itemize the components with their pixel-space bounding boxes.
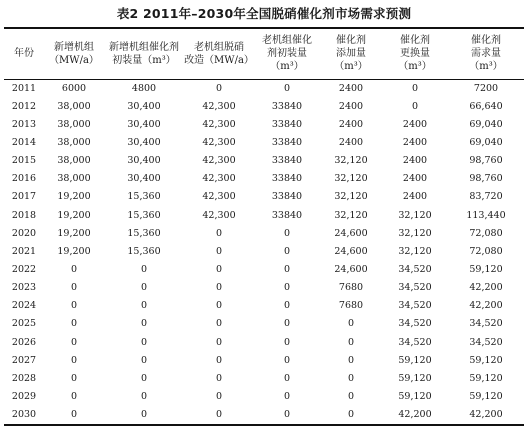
column-header xyxy=(448,28,524,79)
table-cell: 32,120 xyxy=(398,227,432,239)
table-cell: 0 xyxy=(215,390,223,402)
year-cell: 2023 xyxy=(11,282,37,294)
table-cell: 30,400 xyxy=(127,100,161,112)
table-cell: 0 xyxy=(140,354,148,366)
table-cell: 24,600 xyxy=(334,263,368,275)
table-cell: 98,760 xyxy=(469,173,503,185)
table-cell: 15,360 xyxy=(127,245,161,257)
table-body xyxy=(4,79,524,424)
column-header-line: 需求量 xyxy=(471,48,501,59)
table-cell: 33840 xyxy=(271,118,303,130)
table-cell: 2400 xyxy=(338,118,364,130)
table-cell: 2400 xyxy=(338,100,364,112)
column-header xyxy=(254,28,320,79)
table-cell: 24,600 xyxy=(334,245,368,257)
table-cell: 59,120 xyxy=(398,354,432,366)
column-header xyxy=(104,28,184,79)
table-row xyxy=(4,242,524,260)
column-header-line: （m³） xyxy=(398,61,432,72)
table-cell: 32,120 xyxy=(334,191,368,203)
table-cell: 32,120 xyxy=(398,209,432,221)
table-cell: 15,360 xyxy=(127,191,161,203)
column-header-line: 催化剂 xyxy=(400,35,430,46)
table-cell: 0 xyxy=(283,263,291,275)
table-cell: 0 xyxy=(283,354,291,366)
table-cell: 34,520 xyxy=(398,336,432,348)
table-cell: 33840 xyxy=(271,173,303,185)
table-cell: 83,720 xyxy=(469,191,503,203)
table-cell: 2400 xyxy=(402,136,428,148)
table-cell: 0 xyxy=(283,282,291,294)
table-row xyxy=(4,97,524,115)
column-header-line: 老机组脱硝 xyxy=(194,41,244,53)
table-cell: 7680 xyxy=(338,282,364,294)
table-cell: 0 xyxy=(215,354,223,366)
table-cell: 0 xyxy=(283,245,291,257)
column-header-line: 改造（MW/a） xyxy=(184,54,254,66)
table-cell: 0 xyxy=(215,300,223,312)
column-header-line: 催化剂 xyxy=(336,35,366,46)
table-cell: 15,360 xyxy=(127,227,161,239)
table-cell: 42,300 xyxy=(202,173,236,185)
table-cell: 30,400 xyxy=(127,155,161,167)
year-cell: 2022 xyxy=(11,263,37,275)
table-cell: 32,120 xyxy=(334,155,368,167)
table-cell: 0 xyxy=(215,263,223,275)
year-cell: 2024 xyxy=(11,300,37,312)
table-cell: 42,300 xyxy=(202,100,236,112)
table-cell: 0 xyxy=(140,372,148,384)
table-cell: 59,120 xyxy=(398,372,432,384)
table-cell: 0 xyxy=(347,336,355,348)
table-cell: 59,120 xyxy=(469,354,503,366)
table-cell: 34,520 xyxy=(398,300,432,312)
table-cell: 34,520 xyxy=(398,318,432,330)
table-cell: 4800 xyxy=(131,82,157,94)
table-cell: 0 xyxy=(283,82,291,94)
table-cell: 0 xyxy=(347,372,355,384)
table-cell: 42,200 xyxy=(469,409,503,421)
column-header xyxy=(4,28,44,79)
table-cell: 0 xyxy=(70,336,78,348)
column-header-line: 剂初装量 xyxy=(267,48,307,59)
table-cell: 33840 xyxy=(271,155,303,167)
year-cell: 2027 xyxy=(11,354,37,366)
table-cell: 38,000 xyxy=(57,136,91,148)
table-cell: 15,360 xyxy=(127,209,161,221)
table-cell: 0 xyxy=(215,282,223,294)
table-cell: 0 xyxy=(70,282,78,294)
year-cell: 2013 xyxy=(11,118,37,130)
column-header-line: 老机组催化 xyxy=(262,35,312,46)
table-cell: 0 xyxy=(70,300,78,312)
year-cell: 2025 xyxy=(11,318,37,330)
year-cell: 2020 xyxy=(11,227,37,239)
table-cell: 7680 xyxy=(338,300,364,312)
column-header-line: 新增机组催化剂 xyxy=(109,41,179,53)
table-row xyxy=(4,351,524,369)
table-row xyxy=(4,115,524,133)
table-cell: 0 xyxy=(411,100,419,112)
table-cell: 0 xyxy=(70,354,78,366)
table-row xyxy=(4,224,524,242)
table-cell: 34,520 xyxy=(469,336,503,348)
table-cell: 19,200 xyxy=(57,209,91,221)
table-cell: 7200 xyxy=(473,82,499,94)
column-header-line: （m³） xyxy=(469,61,503,72)
column-header-line: （MW/a） xyxy=(49,54,99,66)
table-cell: 0 xyxy=(347,409,355,421)
table-cell: 0 xyxy=(140,282,148,294)
table-cell: 32,120 xyxy=(398,245,432,257)
table-cell: 0 xyxy=(283,336,291,348)
table-cell: 0 xyxy=(215,318,223,330)
table-header-row xyxy=(4,28,524,79)
column-header-line: 催化剂 xyxy=(471,35,501,46)
table-row xyxy=(4,333,524,351)
table-row xyxy=(4,170,524,188)
table-cell: 0 xyxy=(70,318,78,330)
year-cell: 2018 xyxy=(11,209,37,221)
table-cell: 0 xyxy=(215,409,223,421)
table-row xyxy=(4,188,524,206)
table-cell: 42,300 xyxy=(202,209,236,221)
table-row xyxy=(4,297,524,315)
table-cell: 69,040 xyxy=(469,136,503,148)
column-header xyxy=(382,28,448,79)
column-header-line: 新增机组 xyxy=(54,41,94,53)
table-cell: 0 xyxy=(140,336,148,348)
table-cell: 33840 xyxy=(271,100,303,112)
table-cell: 0 xyxy=(215,227,223,239)
table-cell: 2400 xyxy=(338,82,364,94)
table-row xyxy=(4,369,524,387)
table-row xyxy=(4,206,524,224)
forecast-table xyxy=(4,28,524,424)
table-cell: 59,120 xyxy=(469,263,503,275)
table-cell: 38,000 xyxy=(57,173,91,185)
year-cell: 2029 xyxy=(11,390,37,402)
table-cell: 30,400 xyxy=(127,118,161,130)
table-cell: 42,300 xyxy=(202,118,236,130)
table-cell: 42,200 xyxy=(398,409,432,421)
table-cell: 0 xyxy=(283,409,291,421)
table-cell: 42,300 xyxy=(202,155,236,167)
bottom-rule xyxy=(4,424,524,426)
year-cell: 2012 xyxy=(11,100,37,112)
table-cell: 30,400 xyxy=(127,136,161,148)
table-cell: 0 xyxy=(347,354,355,366)
table-cell: 0 xyxy=(347,318,355,330)
table-cell: 34,520 xyxy=(398,263,432,275)
table-cell: 0 xyxy=(411,82,419,94)
table-cell: 42,300 xyxy=(202,136,236,148)
table-row xyxy=(4,79,524,97)
table-cell: 2400 xyxy=(402,155,428,167)
table-cell: 0 xyxy=(215,372,223,384)
table-cell: 32,120 xyxy=(334,173,368,185)
table-row xyxy=(4,315,524,333)
table-cell: 42,300 xyxy=(202,191,236,203)
table-cell: 6000 xyxy=(61,82,87,94)
table-cell: 24,600 xyxy=(334,227,368,239)
table-cell: 0 xyxy=(215,336,223,348)
table-cell: 0 xyxy=(347,390,355,402)
year-cell: 2014 xyxy=(11,136,37,148)
column-header-line: 更换量 xyxy=(400,48,430,59)
table-cell: 38,000 xyxy=(57,155,91,167)
year-cell: 2016 xyxy=(11,173,37,185)
table-cell: 19,200 xyxy=(57,245,91,257)
year-cell: 2028 xyxy=(11,372,37,384)
table-cell: 0 xyxy=(140,300,148,312)
table-cell: 2400 xyxy=(338,136,364,148)
table-cell: 0 xyxy=(140,390,148,402)
table-cell: 59,120 xyxy=(469,372,503,384)
table-cell: 34,520 xyxy=(398,282,432,294)
table-cell: 0 xyxy=(70,263,78,275)
table-cell: 0 xyxy=(283,318,291,330)
year-cell: 2026 xyxy=(11,336,37,348)
table-cell: 33840 xyxy=(271,136,303,148)
table-cell: 72,080 xyxy=(469,245,503,257)
column-header-line: 初装量（m³） xyxy=(112,54,176,66)
table-title: 表2 2011年–2030年全国脱硝催化剂市场需求预测 xyxy=(116,6,412,21)
year-cell: 2021 xyxy=(11,245,37,257)
table-cell: 59,120 xyxy=(469,390,503,402)
column-header xyxy=(44,28,104,79)
table-cell: 0 xyxy=(215,245,223,257)
table-row xyxy=(4,279,524,297)
table-cell: 42,200 xyxy=(469,300,503,312)
column-header-line: （m³） xyxy=(334,61,368,72)
table-cell: 19,200 xyxy=(57,191,91,203)
table-row xyxy=(4,133,524,151)
table-cell: 0 xyxy=(283,227,291,239)
table-cell: 0 xyxy=(70,372,78,384)
table-cell: 30,400 xyxy=(127,173,161,185)
year-cell: 2011 xyxy=(11,82,37,94)
table-cell: 33840 xyxy=(271,209,303,221)
table-cell: 113,440 xyxy=(466,209,506,221)
table-row xyxy=(4,260,524,278)
table-cell: 38,000 xyxy=(57,118,91,130)
table-cell: 72,080 xyxy=(469,227,503,239)
table-cell: 66,640 xyxy=(469,100,503,112)
year-cell: 2015 xyxy=(11,155,37,167)
table-cell: 0 xyxy=(140,318,148,330)
table-cell: 0 xyxy=(140,263,148,275)
column-header xyxy=(184,28,254,79)
table-row xyxy=(4,406,524,424)
table-cell: 0 xyxy=(70,390,78,402)
table-cell: 0 xyxy=(283,300,291,312)
year-cell: 2017 xyxy=(11,191,37,203)
table-cell: 69,040 xyxy=(469,118,503,130)
table-cell: 2400 xyxy=(402,118,428,130)
table-cell: 0 xyxy=(283,372,291,384)
table-cell: 38,000 xyxy=(57,100,91,112)
table-row xyxy=(4,152,524,170)
table-cell: 98,760 xyxy=(469,155,503,167)
table-cell: 59,120 xyxy=(398,390,432,402)
column-header xyxy=(320,28,382,79)
table-cell: 33840 xyxy=(271,191,303,203)
table-cell: 0 xyxy=(283,390,291,402)
table-cell: 32,120 xyxy=(334,209,368,221)
year-cell: 2030 xyxy=(11,409,37,421)
table-cell: 19,200 xyxy=(57,227,91,239)
column-header-line: 年份 xyxy=(14,48,34,59)
table-cell: 34,520 xyxy=(469,318,503,330)
table-cell: 0 xyxy=(70,409,78,421)
column-header-line: （m³） xyxy=(270,61,304,72)
table-cell: 0 xyxy=(140,409,148,421)
table-row xyxy=(4,387,524,405)
table-cell: 0 xyxy=(215,82,223,94)
column-header-line: 添加量 xyxy=(336,48,366,59)
table-cell: 2400 xyxy=(402,173,428,185)
table-cell: 2400 xyxy=(402,191,428,203)
table-cell: 42,200 xyxy=(469,282,503,294)
